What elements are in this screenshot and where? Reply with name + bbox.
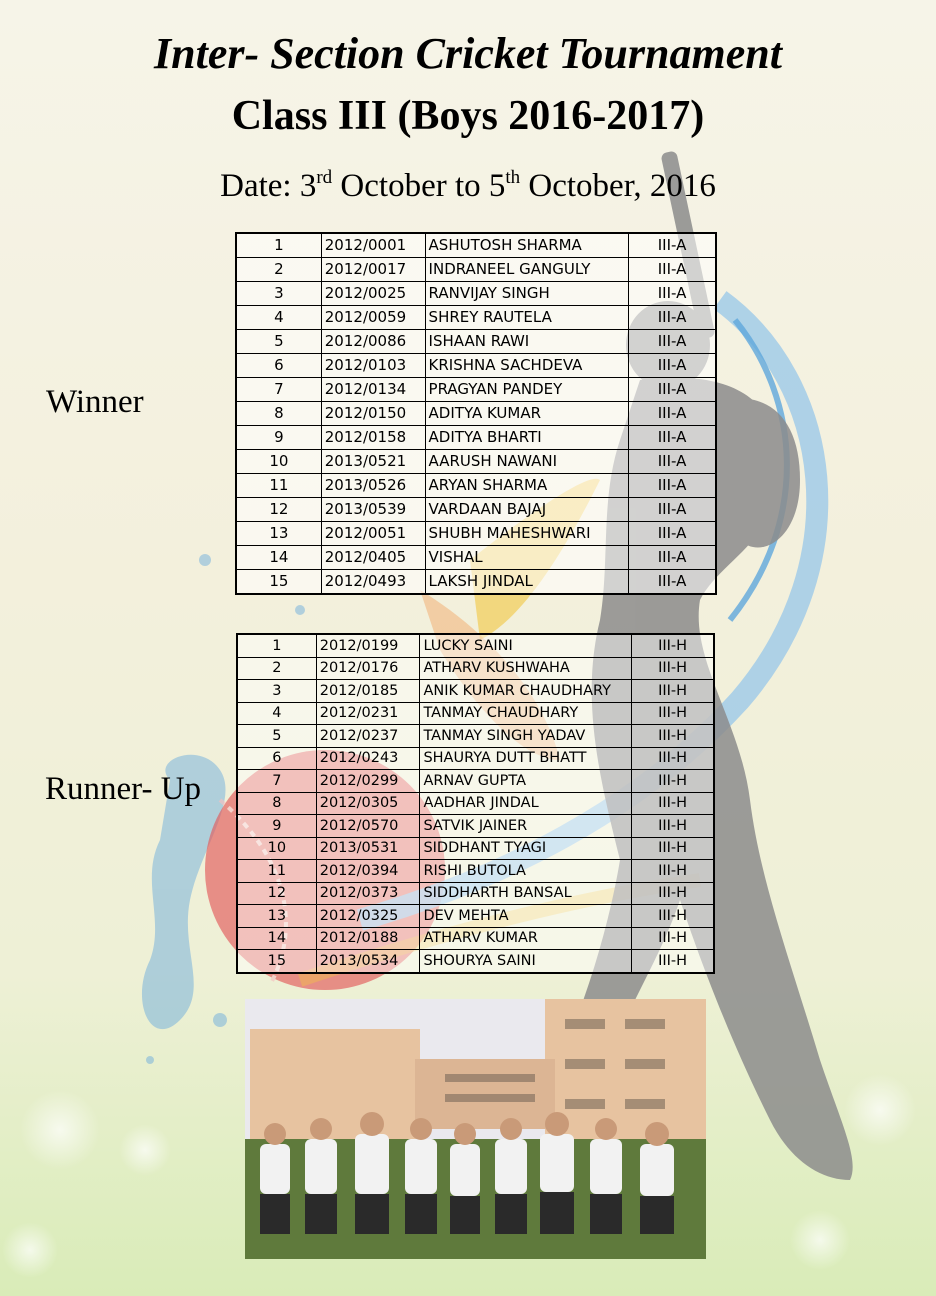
- section: III-A: [629, 402, 716, 426]
- student-name: SHAURYA DUTT BHATT: [420, 747, 632, 770]
- section: III-A: [629, 570, 716, 595]
- row-number: 9: [237, 815, 316, 838]
- row-number: 12: [236, 498, 321, 522]
- row-number: 8: [237, 792, 316, 815]
- runner-up-table: [236, 633, 715, 974]
- section: III-H: [632, 882, 714, 905]
- row-number: 7: [236, 378, 321, 402]
- row-number: 15: [237, 950, 316, 973]
- section: III-H: [632, 702, 714, 725]
- student-name: ADITYA BHARTI: [425, 426, 629, 450]
- section: III-H: [632, 860, 714, 883]
- row-number: 14: [237, 927, 316, 950]
- admission-number: 2012/0025: [321, 282, 425, 306]
- row-number: 5: [236, 330, 321, 354]
- table-row: [236, 354, 716, 378]
- section: III-H: [632, 680, 714, 703]
- table-row: [237, 634, 714, 657]
- student-name: ARYAN SHARMA: [425, 474, 629, 498]
- table-row: [236, 233, 716, 258]
- winner-table: [235, 232, 717, 595]
- section: III-A: [629, 522, 716, 546]
- student-name: SIDDHANT TYAGI: [420, 837, 632, 860]
- table-row: [237, 725, 714, 748]
- team-photo: [245, 999, 706, 1259]
- row-number: 2: [237, 657, 316, 680]
- table-row: [237, 702, 714, 725]
- admission-number: 2012/0176: [316, 657, 420, 680]
- row-number: 1: [237, 634, 316, 657]
- table-row: [236, 498, 716, 522]
- row-number: 10: [237, 837, 316, 860]
- table-row: [237, 680, 714, 703]
- admission-number: 2012/0243: [316, 747, 420, 770]
- admission-number: 2012/0051: [321, 522, 425, 546]
- table-row: [237, 950, 714, 973]
- student-name: LUCKY SAINI: [420, 634, 632, 657]
- student-name: SHREY RAUTELA: [425, 306, 629, 330]
- admission-number: 2012/0086: [321, 330, 425, 354]
- section: III-H: [632, 747, 714, 770]
- table-row: [237, 747, 714, 770]
- row-number: 1: [236, 233, 321, 258]
- table-row: [237, 882, 714, 905]
- admission-number: 2013/0534: [316, 950, 420, 973]
- page-subtitle: Class III (Boys 2016-2017): [231, 93, 705, 139]
- row-number: 13: [237, 905, 316, 928]
- row-number: 6: [237, 747, 316, 770]
- row-number: 7: [237, 770, 316, 793]
- student-name: INDRANEEL GANGULY: [425, 258, 629, 282]
- student-name: AARUSH NAWANI: [425, 450, 629, 474]
- admission-number: 2012/0325: [316, 905, 420, 928]
- section: III-A: [629, 498, 716, 522]
- table-row: [236, 282, 716, 306]
- section: III-A: [629, 426, 716, 450]
- student-name: VARDAAN BAJAJ: [425, 498, 629, 522]
- admission-number: 2013/0521: [321, 450, 425, 474]
- table-row: [237, 860, 714, 883]
- table-row: [236, 522, 716, 546]
- student-name: RANVIJAY SINGH: [425, 282, 629, 306]
- section: III-A: [629, 258, 716, 282]
- section: III-H: [632, 792, 714, 815]
- row-number: 3: [237, 680, 316, 703]
- row-number: 2: [236, 258, 321, 282]
- section: III-A: [629, 378, 716, 402]
- table-row: [236, 426, 716, 450]
- student-name: ANIK KUMAR CHAUDHARY: [420, 680, 632, 703]
- section: III-A: [629, 450, 716, 474]
- section: III-H: [632, 905, 714, 928]
- admission-number: 2012/0103: [321, 354, 425, 378]
- student-name: VISHAL: [425, 546, 629, 570]
- admission-number: 2012/0017: [321, 258, 425, 282]
- row-number: 8: [236, 402, 321, 426]
- section: III-H: [632, 725, 714, 748]
- table-row: [237, 792, 714, 815]
- section: III-H: [632, 770, 714, 793]
- section: III-A: [629, 474, 716, 498]
- admission-number: 2012/0199: [316, 634, 420, 657]
- runner-up-label: Runner- Up: [45, 771, 202, 807]
- admission-number: 2012/0305: [316, 792, 420, 815]
- admission-number: 2012/0150: [321, 402, 425, 426]
- section: III-H: [632, 950, 714, 973]
- table-row: [236, 474, 716, 498]
- admission-number: 2012/0373: [316, 882, 420, 905]
- table-row: [237, 837, 714, 860]
- table-row: [236, 570, 716, 595]
- row-number: 14: [236, 546, 321, 570]
- admission-number: 2012/0158: [321, 426, 425, 450]
- section: III-A: [629, 354, 716, 378]
- admission-number: 2013/0526: [321, 474, 425, 498]
- tournament-date: Date: 3rd October to 5th October, 2016: [220, 167, 716, 204]
- section: III-H: [632, 927, 714, 950]
- student-name: TANMAY SINGH YADAV: [420, 725, 632, 748]
- admission-number: 2012/0570: [316, 815, 420, 838]
- table-row: [237, 905, 714, 928]
- admission-number: 2012/0394: [316, 860, 420, 883]
- table-row: [236, 546, 716, 570]
- admission-number: 2012/0405: [321, 546, 425, 570]
- table-row: [236, 258, 716, 282]
- student-name: SHOURYA SAINI: [420, 950, 632, 973]
- admission-number: 2012/0134: [321, 378, 425, 402]
- student-name: SHUBH MAHESHWARI: [425, 522, 629, 546]
- row-number: 12: [237, 882, 316, 905]
- admission-number: 2012/0188: [316, 927, 420, 950]
- student-name: AADHAR JINDAL: [420, 792, 632, 815]
- section: III-A: [629, 546, 716, 570]
- table-row: [237, 657, 714, 680]
- row-number: 9: [236, 426, 321, 450]
- row-number: 10: [236, 450, 321, 474]
- student-name: SATVIK JAINER: [420, 815, 632, 838]
- student-name: RISHI BUTOLA: [420, 860, 632, 883]
- row-number: 5: [237, 725, 316, 748]
- section: III-A: [629, 330, 716, 354]
- table-row: [236, 402, 716, 426]
- table-row: [237, 770, 714, 793]
- table-row: [236, 378, 716, 402]
- student-name: ADITYA KUMAR: [425, 402, 629, 426]
- admission-number: 2012/0001: [321, 233, 425, 258]
- student-name: DEV MEHTA: [420, 905, 632, 928]
- admission-number: 2012/0237: [316, 725, 420, 748]
- row-number: 15: [236, 570, 321, 595]
- section: III-A: [629, 282, 716, 306]
- row-number: 4: [237, 702, 316, 725]
- student-name: KRISHNA SACHDEVA: [425, 354, 629, 378]
- section: III-A: [629, 306, 716, 330]
- section: III-H: [632, 837, 714, 860]
- winner-label: Winner: [46, 384, 144, 420]
- row-number: 3: [236, 282, 321, 306]
- table-row: [237, 927, 714, 950]
- admission-number: 2012/0299: [316, 770, 420, 793]
- student-name: ATHARV KUMAR: [420, 927, 632, 950]
- student-name: ARNAV GUPTA: [420, 770, 632, 793]
- row-number: 11: [236, 474, 321, 498]
- student-name: PRAGYAN PANDEY: [425, 378, 629, 402]
- admission-number: 2013/0531: [316, 837, 420, 860]
- student-name: SIDDHARTH BANSAL: [420, 882, 632, 905]
- admission-number: 2013/0539: [321, 498, 425, 522]
- student-name: TANMAY CHAUDHARY: [420, 702, 632, 725]
- row-number: 13: [236, 522, 321, 546]
- table-row: [236, 330, 716, 354]
- section: III-H: [632, 657, 714, 680]
- row-number: 11: [237, 860, 316, 883]
- section: III-H: [632, 634, 714, 657]
- student-name: LAKSH JINDAL: [425, 570, 629, 595]
- student-name: ISHAAN RAWI: [425, 330, 629, 354]
- admission-number: 2012/0185: [316, 680, 420, 703]
- row-number: 4: [236, 306, 321, 330]
- table-row: [236, 306, 716, 330]
- table-row: [236, 450, 716, 474]
- page-title: Inter- Section Cricket Tournament: [154, 29, 782, 78]
- table-row: [237, 815, 714, 838]
- section: III-A: [629, 233, 716, 258]
- admission-number: 2012/0493: [321, 570, 425, 595]
- student-name: ATHARV KUSHWAHA: [420, 657, 632, 680]
- section: III-H: [632, 815, 714, 838]
- row-number: 6: [236, 354, 321, 378]
- student-name: ASHUTOSH SHARMA: [425, 233, 629, 258]
- admission-number: 2012/0059: [321, 306, 425, 330]
- admission-number: 2012/0231: [316, 702, 420, 725]
